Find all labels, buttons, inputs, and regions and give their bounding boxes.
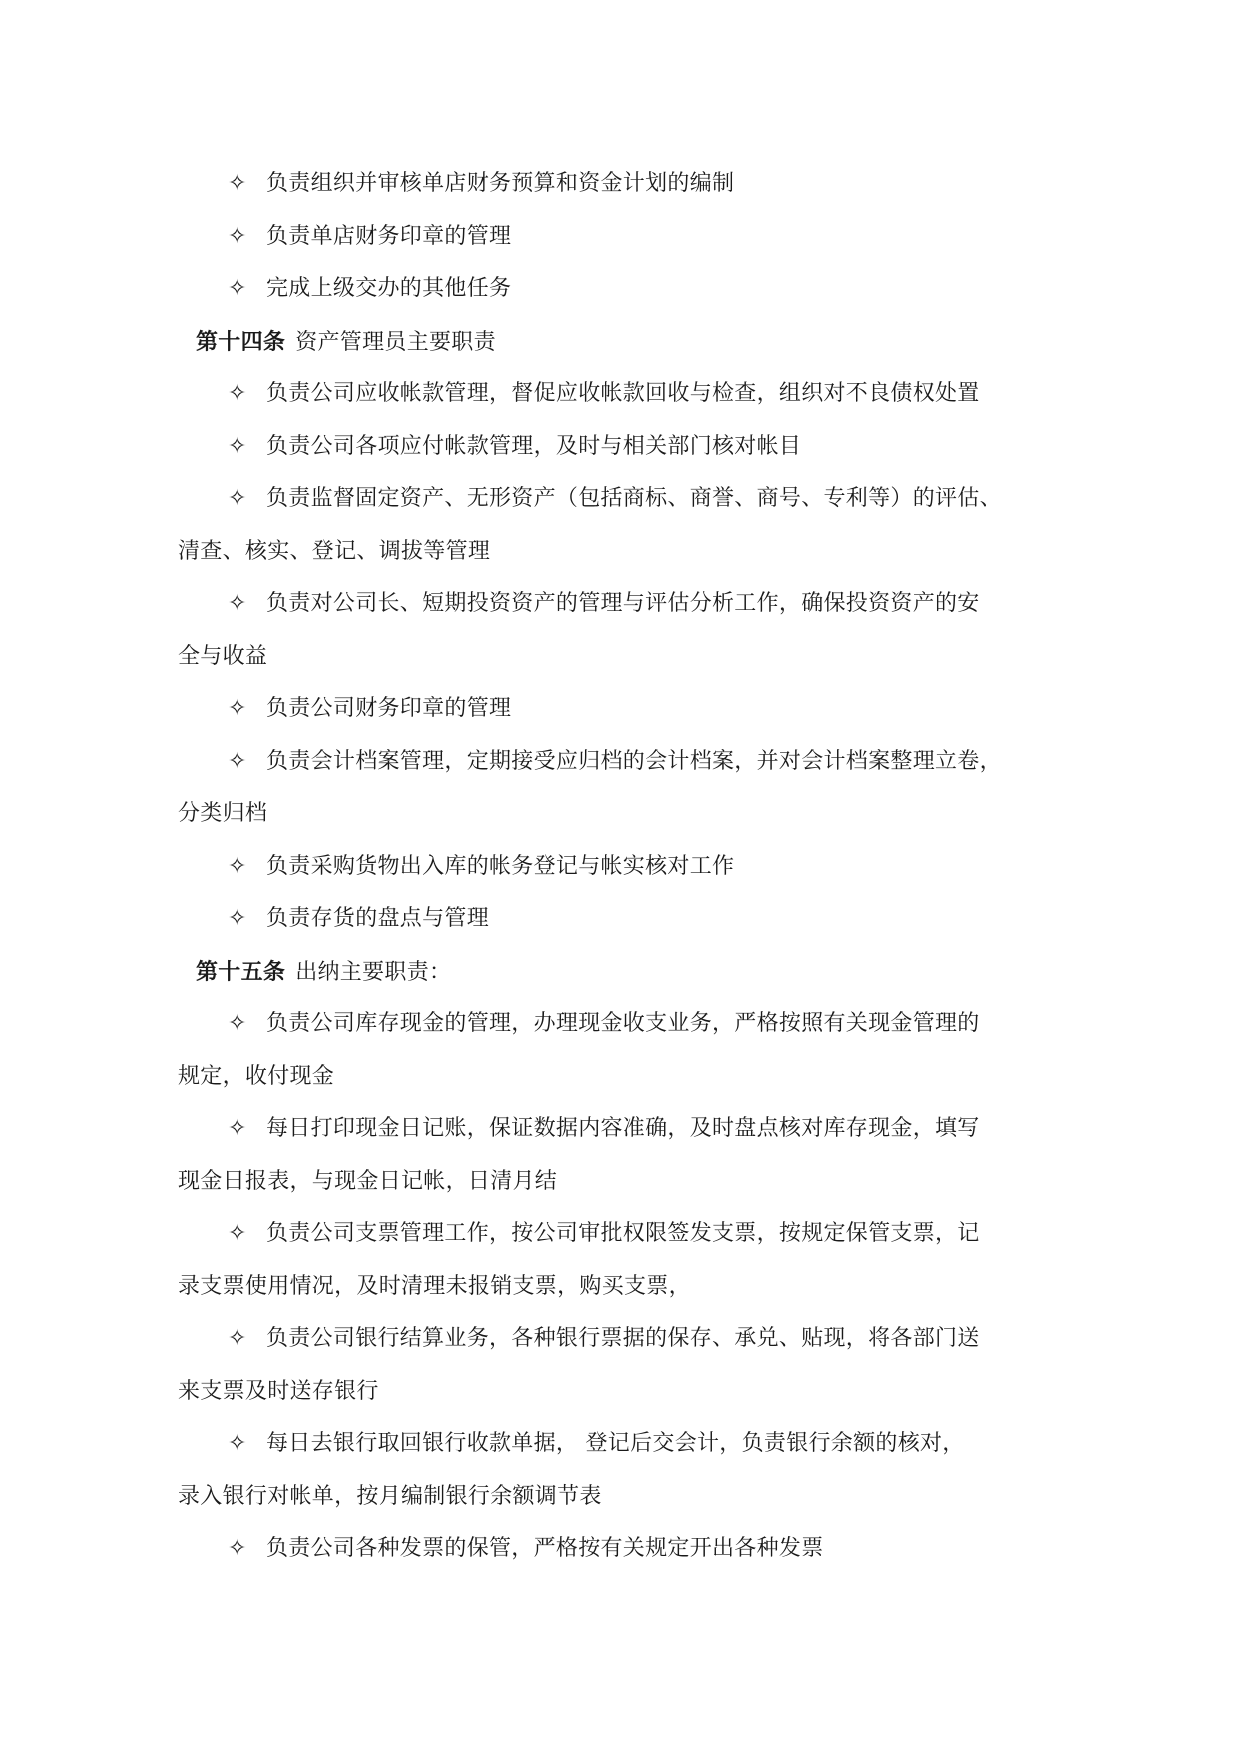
- bullet-text: 负责组织并审核单店财务预算和资金计划的编制: [266, 171, 735, 196]
- bullet-item: [178, 1313, 1060, 1418]
- diamond-bullet-icon: ✧: [228, 1116, 247, 1141]
- diamond-bullet-icon: ✧: [228, 223, 247, 249]
- bullet-text: 每日打印现金日记账，保证数据内容准确，及时盘点核对库存现金，填写: [266, 1116, 980, 1141]
- diamond-bullet-icon: ✧: [228, 591, 247, 616]
- diamond-bullet-icon: ✧: [228, 696, 247, 721]
- bullet-continuation-line: [178, 1471, 1060, 1524]
- diamond-bullet-icon: ✧: [228, 276, 247, 301]
- bullet-text: 完成上级交办的其他任务: [266, 276, 512, 301]
- bullet-first-line: [178, 683, 1060, 736]
- bullet-text: 分类归档: [178, 801, 268, 826]
- diamond-bullet-icon: ✧: [228, 1326, 247, 1351]
- article-heading: [178, 946, 1060, 999]
- bullet-first-line: [178, 578, 1060, 631]
- bullet-text: 清查、核实、登记、调拔等管理: [178, 538, 491, 564]
- article-title: 出纳主要职责：: [295, 959, 452, 985]
- bullet-text: 负责会计档案管理，定期接受应归档的会计档案，并对会计档案整理立卷，: [266, 748, 1002, 774]
- bullet-text: 负责公司各项应付帐款管理，及时与相关部门核对帐目: [266, 433, 802, 459]
- bullet-continuation-line: [178, 526, 1060, 579]
- diamond-bullet-icon: ✧: [228, 906, 247, 931]
- document-page: [178, 158, 1060, 1576]
- bullet-item: [178, 578, 1060, 683]
- bullet-continuation-line: [178, 1156, 1060, 1209]
- bullet-first-line: [178, 368, 1060, 421]
- bullet-text: 全与收益: [178, 643, 268, 669]
- diamond-bullet-icon: ✧: [228, 853, 247, 879]
- article-heading-line: [178, 946, 1060, 999]
- article-number: 第十五条: [196, 958, 286, 985]
- bullet-text: 录入银行对帐单，按月编制银行余额调节表: [178, 1483, 602, 1509]
- article-heading: [178, 316, 1060, 369]
- article-number: 第十四条: [196, 328, 286, 355]
- bullet-continuation-line: [178, 1366, 1060, 1419]
- bullet-first-line: [178, 1208, 1060, 1261]
- bullet-first-line: [178, 893, 1060, 946]
- bullet-text: 负责单店财务印章的管理: [266, 223, 512, 249]
- bullet-item: [178, 473, 1060, 578]
- bullet-item: [178, 421, 1060, 474]
- bullet-item: [178, 893, 1060, 946]
- diamond-bullet-icon: ✧: [228, 748, 247, 774]
- bullet-first-line: [178, 841, 1060, 894]
- diamond-bullet-icon: ✧: [228, 381, 247, 406]
- bullet-text: 负责存货的盘点与管理: [266, 906, 490, 931]
- bullet-first-line: [178, 998, 1060, 1051]
- bullet-text: 负责公司银行结算业务，各种银行票据的保存、承兑、贴现，将各部门送: [266, 1326, 980, 1351]
- bullet-text: 每日去银行取回银行收款单据， 登记后交会计，负责银行余额的核对，: [266, 1431, 965, 1456]
- bullet-text: 规定，收付现金: [178, 1063, 335, 1089]
- diamond-bullet-icon: ✧: [228, 433, 247, 459]
- diamond-bullet-icon: ✧: [228, 486, 247, 511]
- bullet-item: [178, 1418, 1060, 1523]
- bullet-continuation-line: [178, 1051, 1060, 1104]
- article-title: 资产管理员主要职责: [295, 329, 496, 355]
- bullet-text: 来支票及时送存银行: [178, 1378, 379, 1404]
- bullet-first-line: [178, 158, 1060, 211]
- bullet-item: [178, 263, 1060, 316]
- diamond-bullet-icon: ✧: [228, 171, 247, 196]
- diamond-bullet-icon: ✧: [228, 1431, 247, 1456]
- bullet-item: [178, 1103, 1060, 1208]
- bullet-first-line: [178, 1103, 1060, 1156]
- bullet-item: [178, 683, 1060, 736]
- bullet-text: 负责采购货物出入库的帐务登记与帐实核对工作: [266, 853, 735, 879]
- diamond-bullet-icon: ✧: [228, 1536, 247, 1561]
- bullet-text: 现金日报表，与现金日记帐，日清月结: [178, 1168, 558, 1194]
- bullet-first-line: [178, 1313, 1060, 1366]
- bullet-text: 负责公司支票管理工作，按公司审批权限签发支票，按规定保管支票，记: [266, 1221, 980, 1246]
- bullet-item: [178, 1523, 1060, 1576]
- bullet-first-line: [178, 1523, 1060, 1576]
- bullet-item: [178, 158, 1060, 211]
- bullet-first-line: [178, 211, 1060, 264]
- bullet-text: 负责公司库存现金的管理，办理现金收支业务，严格按照有关现金管理的: [266, 1011, 980, 1036]
- bullet-text: 负责公司财务印章的管理: [266, 696, 512, 721]
- bullet-item: [178, 736, 1060, 841]
- bullet-first-line: [178, 1418, 1060, 1471]
- bullet-item: [178, 211, 1060, 264]
- bullet-continuation-line: [178, 1261, 1060, 1314]
- bullet-text: 负责对公司长、短期投资资产的管理与评估分析工作，确保投资资产的安: [266, 591, 980, 616]
- bullet-first-line: [178, 736, 1060, 789]
- bullet-first-line: [178, 473, 1060, 526]
- bullet-item: [178, 1208, 1060, 1313]
- bullet-continuation-line: [178, 788, 1060, 841]
- diamond-bullet-icon: ✧: [228, 1221, 247, 1246]
- article-heading-line: [178, 316, 1060, 369]
- bullet-item: [178, 841, 1060, 894]
- bullet-item: [178, 998, 1060, 1103]
- bullet-continuation-line: [178, 631, 1060, 684]
- bullet-text: 负责公司应收帐款管理，督促应收帐款回收与检查，组织对不良债权处置: [266, 381, 980, 406]
- bullet-first-line: [178, 263, 1060, 316]
- bullet-item: [178, 368, 1060, 421]
- bullet-text: 录支票使用情况，及时清理未报销支票，购买支票，: [178, 1273, 691, 1299]
- bullet-text: 负责公司各种发票的保管，严格按有关规定开出各种发票: [266, 1536, 824, 1561]
- bullet-text: 负责监督固定资产、无形资产（包括商标、商誉、商号、专利等）的评估、: [266, 486, 1002, 511]
- bullet-first-line: [178, 421, 1060, 474]
- diamond-bullet-icon: ✧: [228, 1011, 247, 1036]
